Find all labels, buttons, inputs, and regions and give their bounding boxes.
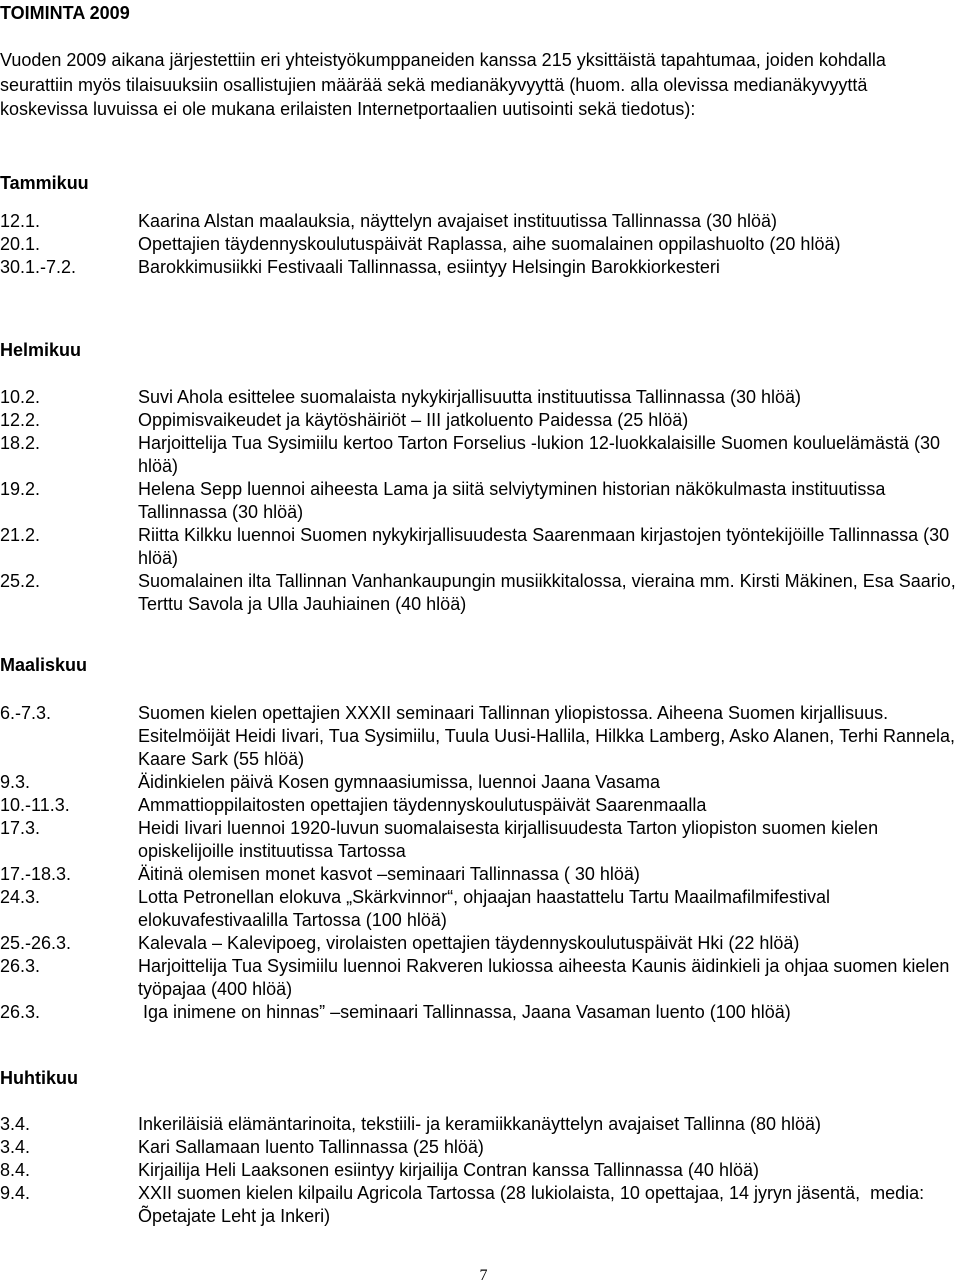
event-description: Kalevala – Kalevipoeg, virolaisten opettajien täydennyskoulutuspäivät Hki (22 hlöä) [138, 933, 800, 953]
event-row [0, 817, 960, 863]
event-description: Kari Sallamaan luento Tallinnassa (25 hlöä) [138, 1137, 484, 1157]
event-description: Opettajien täydennyskoulutuspäivät Raplassa, aihe suomalainen oppilashuolto (20 hlöä) [138, 234, 841, 254]
event-row [0, 233, 960, 256]
event-description: Iga inimene on hinnas” –seminaari Tallinnassa, Jaana Vasaman luento (100 hlöä) [138, 1002, 791, 1022]
event-row [0, 1001, 960, 1024]
event-date: 12.1. [0, 211, 41, 231]
event-row [0, 794, 960, 817]
event-date: 9.4. [0, 1183, 31, 1203]
event-row [0, 932, 960, 955]
event-date: 6.-7.3. [0, 703, 52, 723]
event-date: 10.2. [0, 387, 41, 407]
event-date: 26.3. [0, 956, 41, 976]
event-date: 3.4. [0, 1137, 31, 1157]
event-description: Suomen kielen opettajien XXXII seminaari Tallinnan yliopistossa. Aiheena Suomen kirjallisuus. Esitelmöijät Heidi Iivari, Tua Sysimiilu, Tuula Uusi-Hallila, Hilkka Lamberg, Asko Alanen, Terhi Rannela, Kaare Sark (55 hlöä) [138, 703, 960, 769]
document-title: TOIMINTA 2009 [0, 3, 130, 23]
event-row [0, 702, 960, 771]
event-description: Kaarina Alstan maalauksia, näyttelyn avajaiset instituutissa Tallinnassa (30 hlöä) [138, 211, 778, 231]
event-description: Oppimisvaikeudet ja käytöshäiriöt – III jatkoluento Paidessa (25 hlöä) [138, 410, 689, 430]
event-row [0, 1136, 960, 1159]
event-row [0, 955, 960, 1001]
event-date: 18.2. [0, 433, 41, 453]
event-description: Kirjailija Heli Laaksonen esiintyy kirjailija Contran kanssa Tallinnassa (40 hlöä) [138, 1160, 759, 1180]
event-description: XXII suomen kielen kilpailu Agricola Tartossa (28 lukiolaista, 10 opettajaa, 14 jyryn jäsentä, media: Õpetajate Leht ja Inkeri) [138, 1183, 930, 1226]
event-description: Äitinä olemisen monet kasvot –seminaari Tallinnassa ( 30 hlöä) [138, 864, 640, 884]
event-date: 9.3. [0, 772, 31, 792]
event-description: Äidinkielen päivä Kosen gymnaasiumissa, luennoi Jaana Vasama [138, 772, 660, 792]
event-date: 25.2. [0, 571, 41, 591]
event-date: 25.-26.3. [0, 933, 72, 953]
event-date: 20.1. [0, 234, 41, 254]
event-row [0, 478, 960, 524]
event-description: Inkeriläisiä elämäntarinoita, tekstiili- ja keramiikkanäyttelyn avajaiset Tallinna (80 hlöä) [138, 1114, 821, 1134]
event-date: 8.4. [0, 1160, 31, 1180]
event-list-huhtikuu [0, 1113, 960, 1228]
event-row [0, 210, 960, 233]
event-description: Riitta Kilkku luennoi Suomen nykykirjallisuudesta Saarenmaan kirjastojen työntekijöille Tallinnassa (30 hlöä) [138, 525, 955, 568]
event-row [0, 256, 960, 279]
event-date: 17.3. [0, 818, 41, 838]
event-date: 17.-18.3. [0, 864, 72, 884]
event-row [0, 771, 960, 794]
event-row [0, 409, 960, 432]
event-row [0, 432, 960, 478]
event-row [0, 863, 960, 886]
event-row [0, 886, 960, 932]
event-description: Harjoittelija Tua Sysimiilu luennoi Rakveren lukiossa aiheesta Kaunis äidinkieli ja ohjaa suomen kielen työpajaa (400 hlöä) [138, 956, 955, 999]
event-description: Suomalainen ilta Tallinnan Vanhankaupungin musiikkitalossa, vieraina mm. Kirsti Mäkinen, Esa Saario, Terttu Savola ja Ulla Jauhiainen (40 hlöä) [138, 571, 960, 614]
event-list-tammikuu [0, 210, 960, 279]
event-description: Barokkimusiikki Festivaali Tallinnassa, esiintyy Helsingin Barokkiorkesteri [138, 257, 720, 277]
event-description: Helena Sepp luennoi aiheesta Lama ja siitä selviytyminen historian näkökulmasta instituutissa Tallinnassa (30 hlöä) [138, 479, 891, 522]
event-date: 12.2. [0, 410, 41, 430]
event-row [0, 1113, 960, 1136]
event-date: 19.2. [0, 479, 41, 499]
event-row [0, 386, 960, 409]
event-description: Lotta Petronellan elokuva „Skärkvinnor“, ohjaajan haastattelu Tartu Maailmafilmifestival elokuvafestivaalilla Tartossa (100 hlöä) [138, 887, 836, 930]
event-date: 30.1.-7.2. [0, 257, 77, 277]
event-description: Suvi Ahola esittelee suomalaista nykykirjallisuutta instituutissa Tallinnassa (30 hlöä) [138, 387, 802, 407]
event-row [0, 1159, 960, 1182]
intro-paragraph: Vuoden 2009 aikana järjestettiin eri yhteistyökumppaneiden kanssa 215 yksittäistä tapahtumaa, joiden kohdalla seurattiin myös tilaisuuksiin osallistujien määrää sekä medianäkyvyyttä (huom. alla olevissa medianäkyvyyttä koskevissa luvuissa ei ole mukana erilaisten Internetportaalien uutisointi sekä tiedotus): [0, 50, 886, 119]
event-list-maaliskuu [0, 702, 960, 1024]
event-row [0, 570, 960, 616]
month-heading-huhtikuu: Huhtikuu [0, 1068, 78, 1088]
event-description: Ammattioppilaitosten opettajien täydennyskoulutuspäivät Saarenmaalla [138, 795, 707, 815]
event-row [0, 1182, 960, 1228]
event-description: Harjoittelija Tua Sysimiilu kertoo Tarton Forselius -lukion 12-luokkalaisille Suomen kouluelämästä (30 hlöä) [138, 433, 946, 476]
month-heading-maaliskuu: Maaliskuu [0, 655, 88, 675]
event-date: 26.3. [0, 1002, 41, 1022]
event-description: Heidi Iivari luennoi 1920-luvun suomalaisesta kirjallisuudesta Tarton yliopiston suomen kielen opiskelijoille instituutissa Tartossa [138, 818, 884, 861]
event-date: 10.-11.3. [0, 795, 70, 815]
month-heading-tammikuu: Tammikuu [0, 173, 89, 193]
event-date: 3.4. [0, 1114, 31, 1134]
event-date: 21.2. [0, 525, 41, 545]
month-heading-helmikuu: Helmikuu [0, 340, 82, 360]
page-number: 7 [479, 1267, 488, 1284]
event-date: 24.3. [0, 887, 41, 907]
event-row [0, 524, 960, 570]
event-list-helmikuu [0, 386, 960, 616]
